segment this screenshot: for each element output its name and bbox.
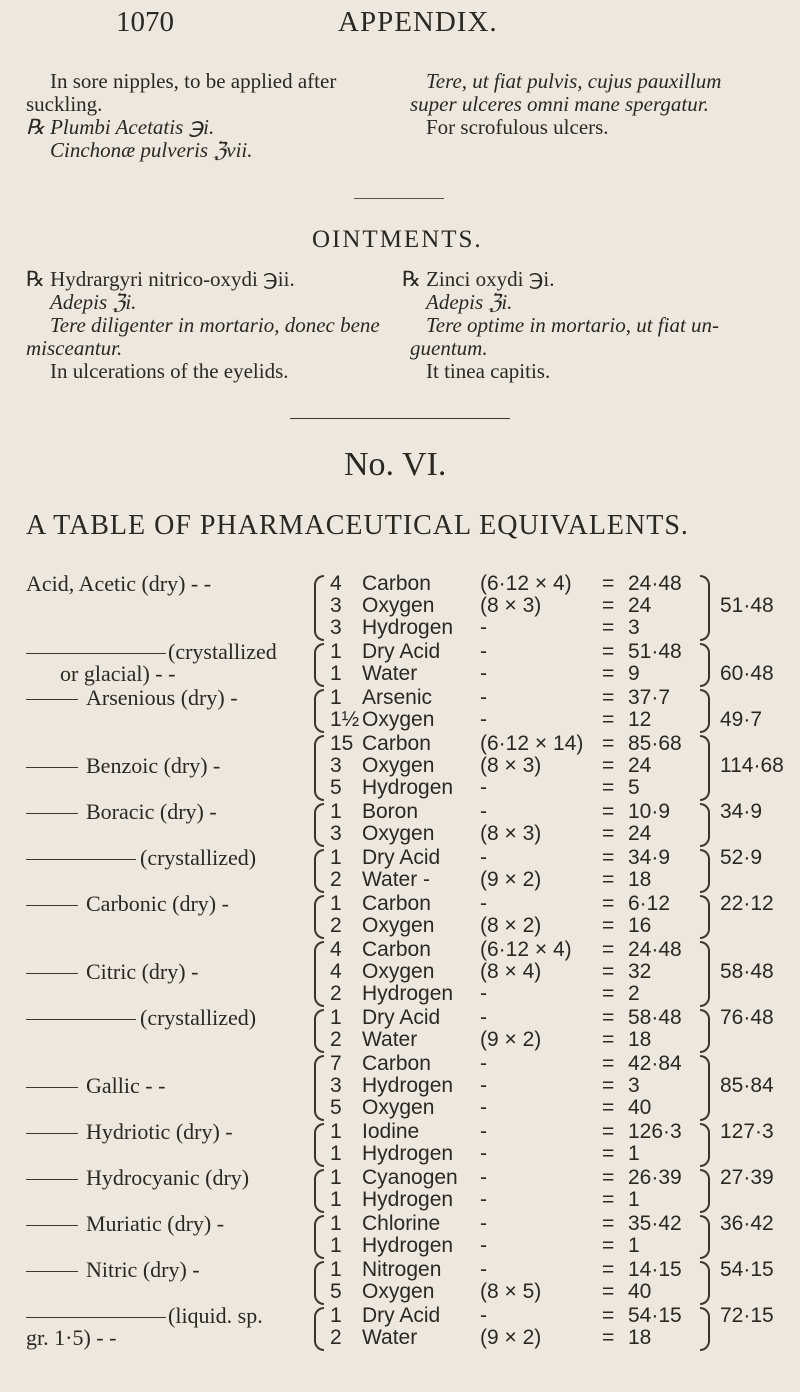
element-name: Carbon [362, 938, 431, 961]
row-total: 60·48 [720, 662, 774, 685]
element-name: Water [362, 662, 418, 685]
row-total: 114·68 [720, 754, 784, 777]
atom-count: 4 [330, 572, 342, 595]
equivalent-value: 5 [628, 776, 640, 799]
row-label: or glacial) - - [60, 661, 176, 686]
top-left-line-2: suckling. [26, 92, 103, 116]
left-brace [314, 1123, 324, 1167]
calculation: - [480, 846, 487, 869]
calculation: (8 × 4) [480, 960, 542, 983]
left-brace [314, 1261, 324, 1305]
atom-count: 1 [330, 1120, 342, 1143]
calculation: (6·12 × 14) [480, 732, 584, 755]
element-name: Carbon [362, 892, 431, 915]
page-header-title: APPENDIX. [338, 6, 498, 38]
calculation: - [480, 686, 487, 709]
atom-count: 7 [330, 1052, 342, 1075]
right-brace [700, 1261, 710, 1305]
element-name: Oxygen [362, 708, 435, 731]
ointment-left-line-4: misceantur. [26, 336, 123, 360]
left-brace [314, 803, 324, 847]
left-brace [314, 735, 324, 801]
table-title: A TABLE OF PHARMACEUTICAL EQUIVALENTS. [26, 510, 689, 541]
row-label: Citric (dry) - [86, 959, 199, 984]
row-total: 85·84 [720, 1074, 774, 1097]
label-dash [26, 1225, 78, 1226]
row-total: 36·42 [720, 1212, 774, 1235]
row-total: 127·3 [720, 1120, 774, 1143]
row-label: Boracic (dry) - [86, 799, 217, 824]
label-dash [26, 1271, 78, 1272]
atom-count: 1 [330, 892, 342, 915]
element-name: Dry Acid [362, 1006, 441, 1029]
element-name: Hydrogen [362, 1234, 454, 1257]
equals-sign: = [602, 1006, 615, 1029]
atom-count: 2 [330, 1326, 342, 1349]
equivalent-value: 1 [628, 1234, 640, 1257]
equals-sign: = [602, 1304, 615, 1327]
atom-count: 1 [330, 662, 342, 685]
calculation: - [480, 776, 487, 799]
equals-sign: = [602, 1074, 615, 1097]
calculation: - [480, 800, 487, 823]
top-left-line-3: ℞ Plumbi Acetatis ℈i. [26, 115, 215, 139]
element-name: Cyanogen [362, 1166, 458, 1189]
equals-sign: = [602, 982, 615, 1005]
equivalent-value: 2 [628, 982, 640, 1005]
atom-count: 1 [330, 1258, 342, 1281]
element-name: Carbon [362, 1052, 431, 1075]
equivalent-value: 6·12 [628, 892, 671, 915]
atom-count: 15 [330, 732, 354, 755]
calculation: - [480, 1074, 487, 1097]
equals-sign: = [602, 1280, 615, 1303]
equivalent-value: 3 [628, 1074, 640, 1097]
element-name: Water - [362, 868, 431, 891]
equivalent-value: 10·9 [628, 800, 671, 823]
equivalent-value: 12 [628, 708, 652, 731]
equivalent-value: 24 [628, 594, 652, 617]
label-dash [26, 653, 166, 654]
calculation: - [480, 1142, 487, 1165]
label-dash [26, 905, 78, 906]
ointment-right-line-1: ℞ Zinci oxydi ℈i. [402, 267, 555, 291]
equals-sign: = [602, 1166, 615, 1189]
row-label: Muriatic (dry) - [86, 1211, 225, 1236]
row-label: (crystallized) [140, 845, 257, 870]
calculation: (9 × 2) [480, 1326, 542, 1349]
equivalent-value: 34·9 [628, 846, 671, 869]
element-name: Oxygen [362, 594, 435, 617]
element-name: Hydrogen [362, 982, 454, 1005]
equals-sign: = [602, 1258, 615, 1281]
row-total: 34·9 [720, 800, 763, 823]
atom-count: 2 [330, 868, 342, 891]
row-label: Benzoic (dry) - [86, 753, 221, 778]
atom-count: 1 [330, 640, 342, 663]
equals-sign: = [602, 960, 615, 983]
row-label: (crystallized [168, 639, 277, 664]
calculation: (6·12 × 4) [480, 938, 572, 961]
ointment-right-line-2: Adepis ℨi. [426, 290, 513, 314]
atom-count: 2 [330, 914, 342, 937]
equivalent-value: 85·68 [628, 732, 682, 755]
element-name: Hydrogen [362, 1188, 454, 1211]
element-name: Dry Acid [362, 640, 441, 663]
atom-count: 5 [330, 1096, 342, 1119]
ointment-left-line-1: ℞ Hydrargyri nitrico-oxydi ℈ii. [26, 267, 295, 291]
calculation: - [480, 1234, 487, 1257]
label-dash [26, 1133, 78, 1134]
row-total: 76·48 [720, 1006, 774, 1029]
left-brace [314, 1009, 324, 1053]
equals-sign: = [602, 732, 615, 755]
equals-sign: = [602, 892, 615, 915]
equals-sign: = [602, 616, 615, 639]
equivalent-value: 1 [628, 1188, 640, 1211]
right-brace [700, 689, 710, 733]
label-dash [26, 1087, 78, 1088]
element-name: Hydrogen [362, 616, 454, 639]
row-label: Hydriotic (dry) - [86, 1119, 233, 1144]
atom-count: 1 [330, 1304, 342, 1327]
equivalent-value: 35·42 [628, 1212, 682, 1235]
calculation: - [480, 1188, 487, 1211]
ointment-left-line-2: Adepis ℨi. [50, 290, 137, 314]
equivalent-value: 24·48 [628, 572, 682, 595]
left-brace [314, 575, 324, 641]
left-brace [314, 1169, 324, 1213]
element-name: Oxygen [362, 1280, 435, 1303]
label-dash [26, 1019, 136, 1020]
atom-count: 1 [330, 1142, 342, 1165]
left-brace [314, 1307, 324, 1351]
equals-sign: = [602, 754, 615, 777]
top-left-line-4: Cinchonæ pulveris ℨvii. [50, 138, 253, 162]
element-name: Boron [362, 800, 419, 823]
equals-sign: = [602, 594, 615, 617]
right-brace [700, 803, 710, 847]
row-total: 27·39 [720, 1166, 774, 1189]
equivalent-value: 18 [628, 1326, 652, 1349]
equivalent-value: 16 [628, 914, 652, 937]
right-brace [700, 575, 710, 641]
right-brace [700, 1123, 710, 1167]
equivalent-value: 54·15 [628, 1304, 682, 1327]
element-name: Arsenic [362, 686, 433, 709]
equals-sign: = [602, 1052, 615, 1075]
element-name: Hydrogen [362, 776, 454, 799]
element-name: Oxygen [362, 960, 435, 983]
equals-sign: = [602, 1096, 615, 1119]
left-brace [314, 643, 324, 687]
right-brace [700, 1009, 710, 1053]
label-dash [26, 813, 78, 814]
atom-count: 3 [330, 822, 342, 845]
atom-count: 2 [330, 982, 342, 1005]
calculation: (8 × 2) [480, 914, 542, 937]
equals-sign: = [602, 938, 615, 961]
calculation: (9 × 2) [480, 868, 542, 891]
right-brace [700, 735, 710, 801]
row-label: gr. 1·5) - - [26, 1325, 117, 1350]
top-right-line-2: super ulceres omni mane spergatur. [410, 92, 709, 116]
row-label: (crystallized) [140, 1005, 257, 1030]
atom-count: 4 [330, 960, 342, 983]
equivalent-value: 24 [628, 822, 652, 845]
row-total: 51·48 [720, 594, 774, 617]
atom-count: 1 [330, 1234, 342, 1257]
equals-sign: = [602, 868, 615, 891]
row-total: 52·9 [720, 846, 763, 869]
equivalent-value: 24 [628, 754, 652, 777]
left-brace [314, 1215, 324, 1259]
top-right-line-3: For scrofulous ulcers. [426, 115, 609, 139]
equals-sign: = [602, 1234, 615, 1257]
element-name: Carbon [362, 572, 431, 595]
equivalent-value: 40 [628, 1096, 652, 1119]
left-brace [314, 941, 324, 1007]
equivalent-value: 32 [628, 960, 652, 983]
row-total: 54·15 [720, 1258, 774, 1281]
row-label: Hydrocyanic (dry) [86, 1165, 250, 1190]
calculation: - [480, 1006, 487, 1029]
atom-count: 5 [330, 776, 342, 799]
element-name: Carbon [362, 732, 431, 755]
equivalent-value: 26·39 [628, 1166, 682, 1189]
right-brace [700, 849, 710, 893]
atom-count: 1 [330, 1006, 342, 1029]
page-number: 1070 [116, 6, 174, 38]
atom-count: 3 [330, 616, 342, 639]
right-brace [700, 643, 710, 687]
ointment-right-line-5: It tinea capitis. [426, 359, 551, 383]
section-number: No. VI. [344, 446, 447, 483]
label-dash [26, 859, 136, 860]
calculation: - [480, 1052, 487, 1075]
equals-sign: = [602, 776, 615, 799]
calculation: (8 × 3) [480, 594, 542, 617]
divider-short [354, 198, 444, 199]
ointment-right-line-4: guentum. [410, 336, 488, 360]
equals-sign: = [602, 800, 615, 823]
calculation: - [480, 616, 487, 639]
row-label: Acid, Acetic (dry) - - [26, 571, 212, 596]
top-left-line-1: In sore nipples, to be applied after [50, 69, 337, 93]
equals-sign: = [602, 1188, 615, 1211]
equals-sign: = [602, 822, 615, 845]
element-name: Oxygen [362, 1096, 435, 1119]
element-name: Oxygen [362, 822, 435, 845]
equals-sign: = [602, 1326, 615, 1349]
label-dash [26, 767, 78, 768]
calculation: - [480, 1166, 487, 1189]
equals-sign: = [602, 572, 615, 595]
element-name: Oxygen [362, 754, 435, 777]
atom-count: 1½ [330, 708, 360, 731]
divider-long [290, 418, 510, 419]
row-total: 49·7 [720, 708, 763, 731]
calculation: (8 × 3) [480, 754, 542, 777]
row-label: (liquid. sp. [168, 1303, 263, 1328]
row-total: 72·15 [720, 1304, 774, 1327]
left-brace [314, 1055, 324, 1121]
atom-count: 1 [330, 686, 342, 709]
right-brace [700, 1307, 710, 1351]
label-dash [26, 973, 78, 974]
label-dash [26, 699, 78, 700]
right-brace [700, 895, 710, 939]
row-label: Arsenious (dry) - [86, 685, 238, 710]
element-name: Hydrogen [362, 1074, 454, 1097]
atom-count: 1 [330, 800, 342, 823]
calculation: - [480, 708, 487, 731]
equals-sign: = [602, 662, 615, 685]
equals-sign: = [602, 846, 615, 869]
calculation: - [480, 1258, 487, 1281]
right-brace [700, 1215, 710, 1259]
atom-count: 1 [330, 1212, 342, 1235]
equivalent-value: 1 [628, 1142, 640, 1165]
equivalent-value: 51·48 [628, 640, 682, 663]
equivalent-value: 40 [628, 1280, 652, 1303]
calculation: (8 × 3) [480, 822, 542, 845]
row-total: 58·48 [720, 960, 774, 983]
equivalent-value: 37·7 [628, 686, 671, 709]
element-name: Water [362, 1028, 418, 1051]
equivalent-value: 9 [628, 662, 640, 685]
equals-sign: = [602, 1142, 615, 1165]
calculation: - [480, 1120, 487, 1143]
left-brace [314, 689, 324, 733]
element-name: Dry Acid [362, 1304, 441, 1327]
right-brace [700, 1055, 710, 1121]
calculation: - [480, 982, 487, 1005]
top-right-line-1: Tere, ut fiat pulvis, cujus pauxillum [426, 69, 722, 93]
atom-count: 4 [330, 938, 342, 961]
row-total: 22·12 [720, 892, 774, 915]
atom-count: 2 [330, 1028, 342, 1051]
calculation: (6·12 × 4) [480, 572, 572, 595]
row-label: Nitric (dry) - [86, 1257, 200, 1282]
element-name: Chlorine [362, 1212, 441, 1235]
calculation: - [480, 892, 487, 915]
calculation: - [480, 1096, 487, 1119]
calculation: - [480, 662, 487, 685]
equivalent-value: 58·48 [628, 1006, 682, 1029]
equals-sign: = [602, 640, 615, 663]
right-brace [700, 1169, 710, 1213]
atom-count: 1 [330, 1188, 342, 1211]
calculation: - [480, 640, 487, 663]
ointments-title: OINTMENTS. [312, 226, 483, 253]
atom-count: 3 [330, 1074, 342, 1097]
equivalent-value: 24·48 [628, 938, 682, 961]
element-name: Nitrogen [362, 1258, 442, 1281]
equals-sign: = [602, 708, 615, 731]
atom-count: 1 [330, 846, 342, 869]
calculation: - [480, 1304, 487, 1327]
element-name: Hydrogen [362, 1142, 454, 1165]
right-brace [700, 941, 710, 1007]
equivalent-value: 3 [628, 616, 640, 639]
calculation: (9 × 2) [480, 1028, 542, 1051]
left-brace [314, 895, 324, 939]
atom-count: 5 [330, 1280, 342, 1303]
equivalent-value: 18 [628, 868, 652, 891]
equals-sign: = [602, 1212, 615, 1235]
label-dash [26, 1317, 166, 1318]
atom-count: 1 [330, 1166, 342, 1189]
label-dash [26, 1179, 78, 1180]
element-name: Water [362, 1326, 418, 1349]
row-label: Carbonic (dry) - [86, 891, 229, 916]
ointment-left-line-3: Tere diligenter in mortario, donec bene [50, 313, 380, 337]
element-name: Oxygen [362, 914, 435, 937]
equals-sign: = [602, 914, 615, 937]
equals-sign: = [602, 1028, 615, 1051]
ointment-right-line-3: Tere optime in mortario, ut fiat un- [426, 313, 720, 337]
element-name: Iodine [362, 1120, 420, 1143]
equals-sign: = [602, 1120, 615, 1143]
ointment-left-line-5: In ulcerations of the eyelids. [50, 359, 289, 383]
atom-count: 3 [330, 754, 342, 777]
equivalent-value: 126·3 [628, 1120, 682, 1143]
equivalent-value: 14·15 [628, 1258, 682, 1281]
equivalent-value: 18 [628, 1028, 652, 1051]
element-name: Dry Acid [362, 846, 441, 869]
atom-count: 3 [330, 594, 342, 617]
equals-sign: = [602, 686, 615, 709]
calculation: - [480, 1212, 487, 1235]
calculation: (8 × 5) [480, 1280, 542, 1303]
equivalent-value: 42·84 [628, 1052, 682, 1075]
row-label: Gallic - - [86, 1073, 166, 1098]
left-brace [314, 849, 324, 893]
